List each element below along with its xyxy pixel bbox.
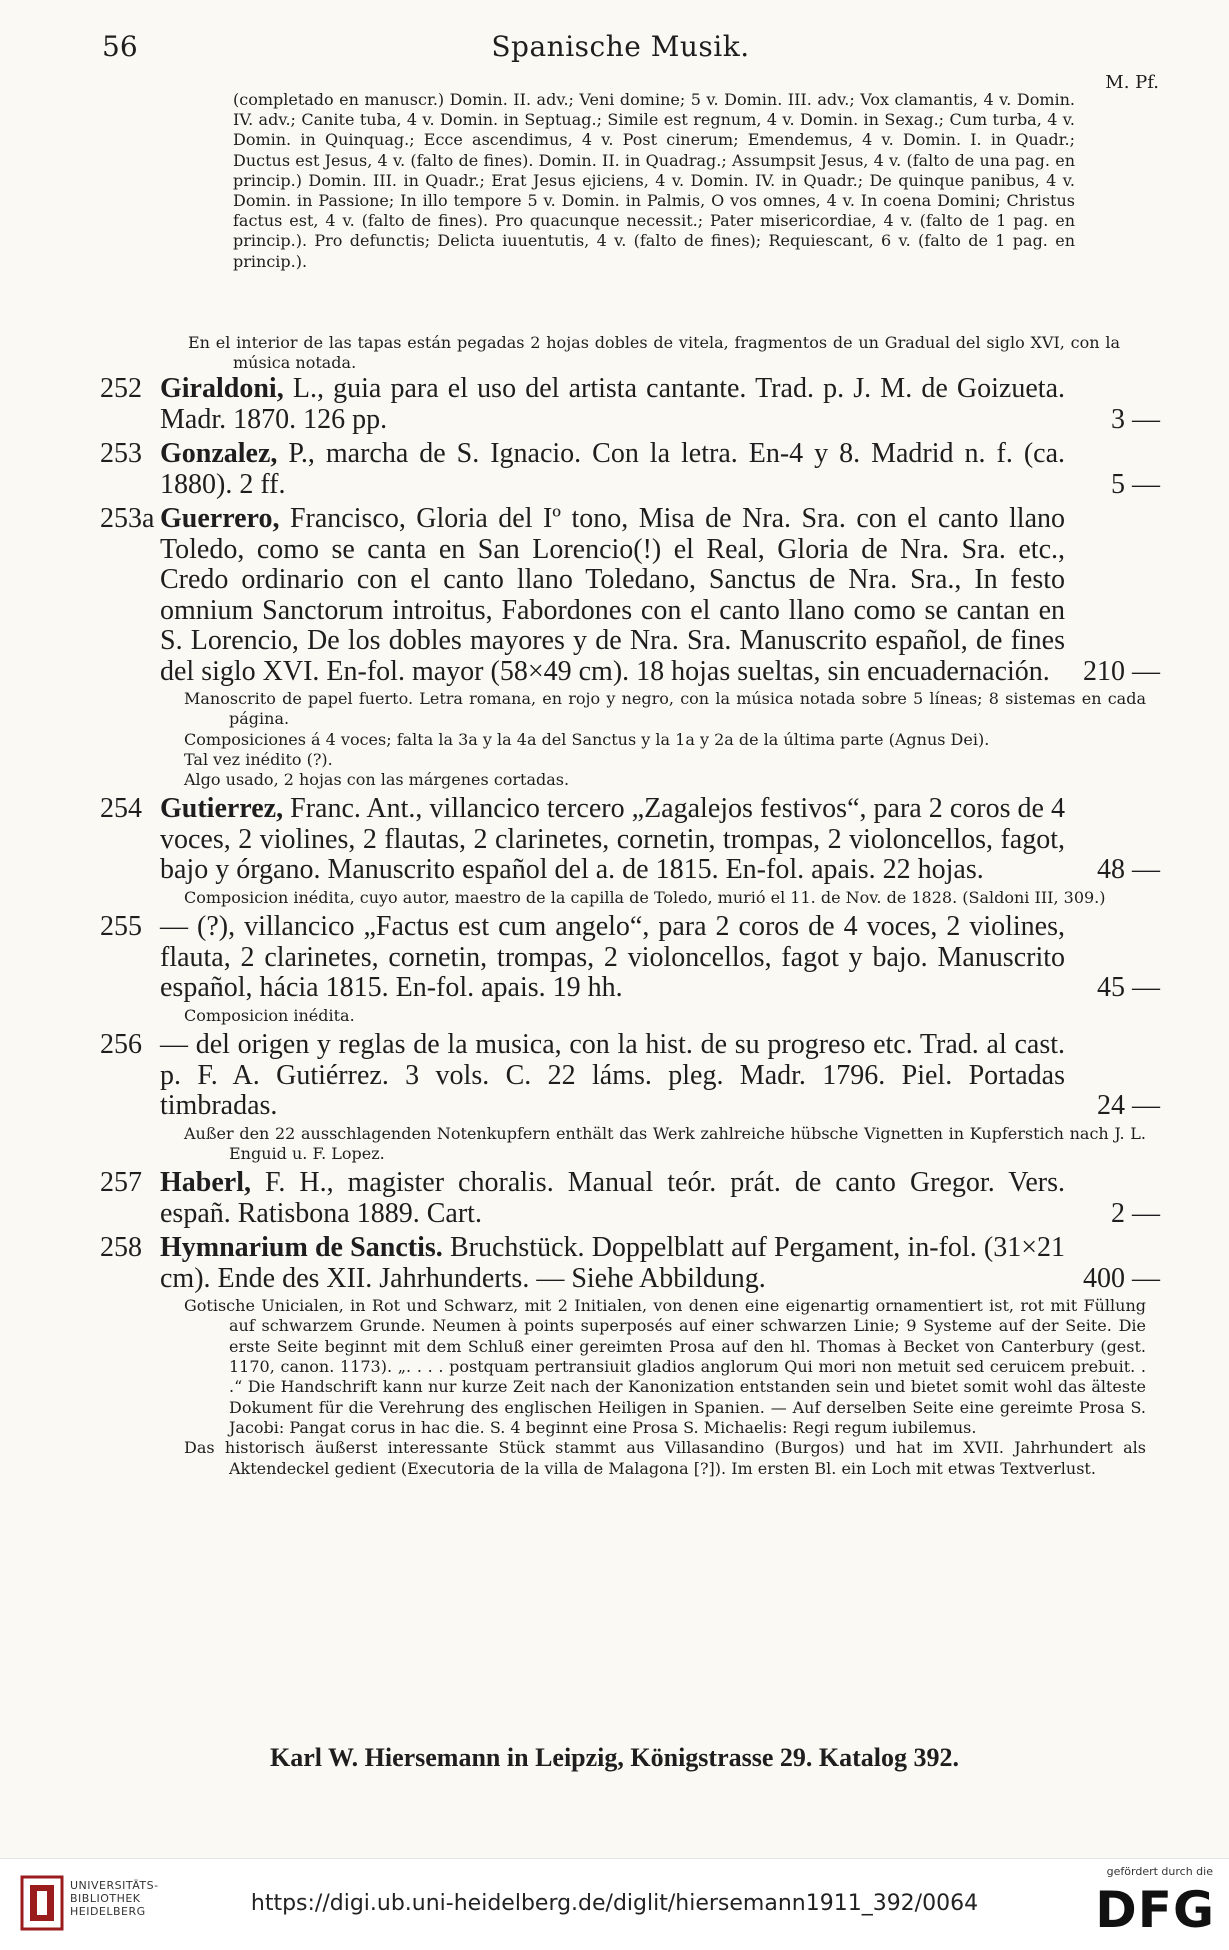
library-name-line: HEIDELBERG xyxy=(70,1905,146,1918)
entry-notes xyxy=(184,1006,1146,1026)
entry-note: Tal vez inédito (?). xyxy=(184,749,333,769)
publisher-footer: Karl W. Hiersemann in Leipzig, Königstrasse 29. Katalog 392. xyxy=(269,1743,959,1772)
entry-main xyxy=(100,1168,1160,1229)
entry-number: 256 xyxy=(100,1029,142,1061)
entry-note: Composiciones á 4 voces; falta la 3a y la 4a del Sanctus y la 1a y 2a de la última parte (Agnus Dei). xyxy=(184,729,990,749)
entry-price: 3 — xyxy=(1111,403,1160,435)
entry-author: Hymnarium de Sanctis. xyxy=(160,1232,443,1264)
entry-description: — (?), villancico „Factus est cum angelo“, para 2 coros de 4 voces, 2 violines, flauta, 2 clarinetes, cornetin, trompas, 2 violoncellos, fagot y bajo. Manuscrito español, hácia 1815. En-fol. apais. 19 hh. xyxy=(160,911,1065,1004)
page-title: Spanische Musik. xyxy=(491,30,750,63)
entry-number: 255 xyxy=(100,911,142,943)
catalog-entry xyxy=(100,1168,1160,1229)
continued-note: En el interior de las tapas están pegadas 2 hojas dobles de vitela, fragmentos de un Gradual del siglo XVI, con la música notada. xyxy=(188,333,1120,373)
entry-number: 252 xyxy=(100,373,142,404)
entry-note: Das historisch äußerst interessante Stück stammt aus Villasandino (Burgos) und hat im XVII. Jahrhundert als Aktendeckel gedient (Executoria de la villa de Malagona [?]). Im ersten Bl. ein Loch mit etwas Textverlust. xyxy=(184,1438,1146,1478)
permalink-url[interactable]: https://digi.ub.uni-heidelberg.de/diglit/hiersemann1911_392/0064 xyxy=(250,1891,979,1916)
entry-description: Bruchstück. Doppelblatt auf Pergament, in-fol. (31×21 cm). Ende des XII. Jahrhunderts. — Siehe Abbildung. xyxy=(160,1232,1066,1294)
entry-price: 210 — xyxy=(1083,655,1160,687)
dfg-logo: DFG xyxy=(1095,1881,1215,1939)
entry-main xyxy=(100,504,1160,687)
catalog-entry xyxy=(100,374,1160,435)
entry-description: P., marcha de S. Ignacio. Con la letra. En-4 y 8. Madrid n. f. (ca. 1880). 2 ff. xyxy=(160,438,1065,500)
continued-contents: (completado en manuscr.) Domin. II. adv.; Veni domine; 5 v. Domin. III. adv.; Vox clamantis, 4 v. Domin. IV. adv.; Canite tuba, 4 v. Domin. in Septuag.; Simile est regnum, 4 v. Domin. in Sexag.; Cum turba, 4 v. Domin. in Quinquag.; Ecce ascendimus, 4 v. Post cinerum; Emendemus, 4 v. Domin. I. in Quadr.; Ductus est Jesus, 4 v. (falto de fines). Domin. II. in Quadrag.; Assumpsit Jesus, 4 v. (falto de una pag. en princip.) Domin. III. in Quadr.; Erat Jesus ejiciens, 4 v. Domin. IV. in Quadr.; De quinque panibus, 4 v. Domin. in Passione; In illo tempore 5 v. Domin. in Palmis, O vos omnes, 4 v. In coena Domini; Christus factus est, 4 v. (falto de fines). Pro quacunque necessit.; Pater misericordiae, 4 v. (falto de 1 pag. en princip.). Pro defunctis; Delicta iuuentutis, 4 v. (falto de fines); Requiescant, 6 v. (falto de 1 pag. en princip.). xyxy=(233,90,1075,271)
page-number: 56 xyxy=(102,30,138,63)
catalog-entry xyxy=(100,912,1160,1026)
entry-number: 254 xyxy=(100,793,142,825)
entry-description: L., guia para el uso del artista cantante. Trad. p. J. M. de Goizueta. Madr. 1870. 126 pp. xyxy=(160,373,1065,435)
viewer-bottom-bar xyxy=(0,1858,1229,1950)
catalog-entries xyxy=(100,374,1160,1483)
entry-price: 48 — xyxy=(1097,854,1160,886)
entry-notes xyxy=(184,1124,1146,1165)
entry-notes xyxy=(184,1296,1146,1479)
entry-price: 24 — xyxy=(1097,1090,1160,1122)
entry-price: 45 — xyxy=(1097,972,1160,1004)
entry-main xyxy=(100,1030,1160,1122)
funding-note: gefördert durch die xyxy=(1106,1865,1213,1878)
entry-note: Composicion inédita, cuyo autor, maestro de la capilla de Toledo, murió el 11. de Nov. de 1828. (Saldoni III, 309.) xyxy=(184,887,1106,907)
page-header xyxy=(102,24,1139,64)
entry-price: 5 — xyxy=(1111,468,1160,500)
entry-note: Außer den 22 ausschlagenden Notenkupfern enthält das Werk zahlreiche hübsche Vignetten in Kupferstich nach J. L. Enguid u. F. Lopez. xyxy=(184,1123,1146,1163)
entry-author: Giraldoni, xyxy=(160,373,284,404)
entry-note: Composicion inédita. xyxy=(184,1005,355,1025)
entry-note: Gotische Unicialen, in Rot und Schwarz, mit 2 Initialen, von denen eine eigenartig ornamentiert ist, rot mit Füllung auf schwarzem Grunde. Neumen à points superposés auf einer schwarzen Linie; 9 Systeme auf der Seite. Die erste Seite beginnt mit dem Schluß einer gereimten Prosa auf den hl. Thomas à Becket von Canterbury (gest. 1170, canon. 1173). „. . . . postquam pertransiuit gladios anglorum Qui mori non metuit sed ceruicem prebuit. . .“ Die Handschrift kann nur kurze Zeit nach der Kanonization entstanden sein und bietet somit wohl das älteste Dokument für die Verehrung des englischen Heiligen in Spanien. — Auf derselben Seite eine gereimte Prosa S. Jacobi: Pangat corus in hac die. S. 4 beginnt eine Prosa S. Michaelis: Regi regum iubilemus. xyxy=(184,1296,1146,1437)
library-name-line: BIBLIOTHEK xyxy=(70,1892,141,1905)
entry-main xyxy=(100,794,1160,886)
entry-main xyxy=(100,912,1160,1004)
entry-number: 257 xyxy=(100,1167,142,1199)
catalog-entry xyxy=(100,794,1160,908)
price-column-header: M. Pf. xyxy=(1105,72,1159,93)
entry-description: Francisco, Gloria del Iº tono, Misa de Nra. Sra. con el canto llano Toledo, como se canta en San Lorencio(!) el Real, Gloria de Nra. Sra. etc., Credo ordinario con el canto llano Toledano, Sanctus de Nra. Sra., In festo omnium Sanctorum introitus, Fabordones con el canto llano como se cantan en S. Lorencio, De los dobles mayores y de Nra. Sra. Manuscrito español, de fines del siglo XVI. En-fol. mayor (58×49 cm). 18 hojas sueltas, sin encuadernación. xyxy=(160,503,1065,687)
entry-note: Algo usado, 2 hojas con las márgenes cortadas. xyxy=(184,770,570,790)
entry-notes xyxy=(184,888,1146,908)
entry-main xyxy=(100,439,1160,500)
entry-main xyxy=(100,374,1160,435)
entry-author: Guerrero, xyxy=(160,503,280,534)
entry-description: F. H., magister choralis. Manual teór. prát. de canto Gregor. Vers. españ. Ratisbona 1889. Cart. xyxy=(160,1167,1065,1229)
entry-price: 2 — xyxy=(1111,1197,1160,1229)
library-name-line: UNIVERSITÄTS- xyxy=(70,1879,159,1892)
entry-number: 253 xyxy=(100,438,142,469)
catalog-entry xyxy=(100,1030,1160,1164)
entry-number: 253a xyxy=(100,503,155,534)
entry-number: 258 xyxy=(100,1232,142,1264)
catalog-entry xyxy=(100,504,1160,790)
entry-description: Franc. Ant., villancico tercero „Zagalejos festivos“, para 2 coros de 4 voces, 2 violines, 2 flautas, 2 clarinetes, cornetin, trompas, 2 violoncellos, fagot, bajo y órgano. Manuscrito español del a. de 1815. En-fol. apais. 22 hojas. xyxy=(160,793,1065,886)
entry-author: Gonzalez, xyxy=(160,438,278,469)
catalog-entry xyxy=(100,439,1160,500)
entry-description: — del origen y reglas de la musica, con la hist. de su progreso etc. Trad. al cast. p. F. A. Gutiérrez. 3 vols. C. 22 láms. pleg. Madr. 1796. Piel. Portadas timbradas. xyxy=(160,1029,1065,1122)
entry-author: Haberl, xyxy=(160,1167,251,1199)
entry-note: Manoscrito de papel fuerto. Letra romana, en rojo y negro, con la música notada sobre 5 líneas; 8 sistemas en cada página. xyxy=(184,689,1146,729)
entry-price: 400 — xyxy=(1083,1262,1160,1294)
catalog-entry xyxy=(100,1233,1160,1479)
entry-author: Gutierrez, xyxy=(160,793,284,825)
entry-notes xyxy=(184,689,1146,790)
entry-main xyxy=(100,1233,1160,1294)
